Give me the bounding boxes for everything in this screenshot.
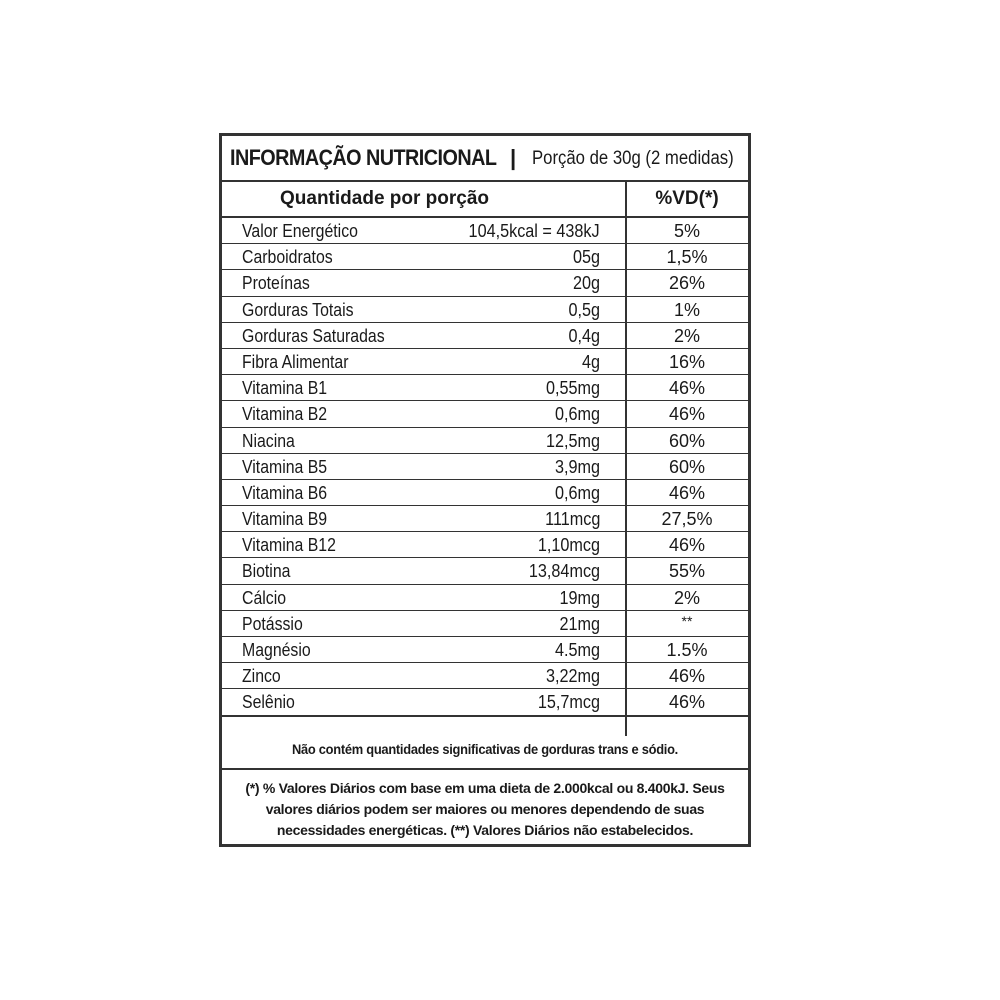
title-row (222, 136, 748, 182)
nutrient-daily-value: 55% (668, 561, 706, 582)
nutrient-daily-value: 1,5% (666, 247, 708, 268)
nutrient-amount: 4.5mg (554, 640, 600, 660)
nutrient-amount: 21mg (559, 613, 600, 634)
nutrient-amount: 3,22mg (545, 666, 600, 687)
nutrient-amount: 4g (581, 351, 600, 372)
footnote-divider (222, 768, 748, 770)
nutrient-daily-value: 27,5% (661, 509, 713, 530)
nutrient-amount: 111mcg (544, 509, 600, 530)
nutrient-daily-value: 26% (668, 273, 706, 294)
nutrient-daily-value: 16% (668, 351, 706, 372)
nutrient-amount: 13,84mcg (528, 561, 600, 582)
table-row (222, 637, 748, 663)
table-row (222, 611, 748, 637)
title-separator: | (510, 145, 517, 170)
nutrient-name: Selênio (242, 692, 295, 713)
nutrient-daily-value: ** (681, 612, 693, 629)
nutrient-daily-value: 1.5% (666, 640, 708, 660)
nutrient-name: Proteínas (242, 273, 310, 294)
nutrition-facts-label (219, 133, 751, 847)
table-row (222, 663, 748, 689)
table-row (222, 558, 748, 584)
table-row (222, 401, 748, 427)
footnote: (*) % Valores Diários com base em uma dieta de 2.000kcal ou 8.400kJ. Seus valores diários podem ser maiores ou menores dependendo de suas necessidades energéticas. (**) Valores Diários não estabelecidos. (245, 780, 725, 838)
nutrient-daily-value: 46% (668, 535, 706, 556)
nutrient-name: Gorduras Saturadas (242, 325, 385, 346)
nutrient-name: Biotina (242, 561, 291, 582)
nutrient-name: Valor Energético (242, 221, 358, 241)
nutrient-name: Niacina (242, 430, 295, 451)
nutrient-amount: 20g (572, 273, 600, 294)
nutrient-name: Magnésio (242, 640, 311, 660)
nutrient-daily-value: 46% (668, 404, 706, 425)
portion-size: Porção de 30g (2 medidas) (532, 148, 734, 169)
nutrient-amount: 3,9mg (554, 456, 600, 477)
nutrient-amount: 0,5g (568, 299, 600, 320)
nutrient-daily-value: 46% (668, 666, 706, 687)
nutrient-amount: 0,55mg (545, 378, 600, 399)
table-row (222, 349, 748, 375)
nutrient-amount: 104,5kcal = 438kJ (468, 221, 600, 241)
table-row (222, 375, 748, 401)
nutrient-name: Carboidratos (242, 247, 333, 268)
nutrient-daily-value: 2% (673, 325, 700, 346)
nutrient-daily-value: 60% (668, 456, 706, 477)
nutrient-amount: 0,4g (568, 325, 600, 346)
nutrient-amount: 12,5mg (545, 430, 600, 451)
nutrient-daily-value: 5% (673, 221, 700, 241)
table-row (222, 218, 748, 244)
table-row (222, 532, 748, 558)
table-row (222, 454, 748, 480)
table-row (222, 689, 748, 716)
nutrient-daily-value: 2% (673, 587, 700, 608)
nutrient-amount: 0,6mg (554, 404, 600, 425)
nutrient-amount: 19mg (559, 587, 600, 608)
nutrient-name: Vitamina B9 (242, 509, 328, 530)
nutrient-amount: 05g (572, 247, 600, 268)
table-row (222, 297, 748, 323)
header-quantity: Quantidade por porção (280, 188, 490, 209)
table-row (222, 506, 748, 532)
nutrient-daily-value: 1% (673, 299, 700, 320)
nutrient-name: Vitamina B12 (242, 535, 336, 556)
nutrient-name: Vitamina B1 (242, 378, 328, 399)
header-row (222, 180, 748, 218)
nutrient-name: Cálcio (242, 587, 287, 608)
nutrient-daily-value: 46% (668, 482, 706, 503)
table-row (222, 244, 748, 270)
nutrient-amount: 0,6mg (554, 482, 600, 503)
nutrient-name: Gorduras Totais (242, 299, 354, 320)
nutrient-name: Vitamina B6 (242, 482, 328, 503)
nutrient-amount: 15,7mcg (537, 692, 600, 713)
nutrient-daily-value: 60% (668, 430, 706, 451)
nutrient-daily-value: 46% (668, 692, 706, 713)
table-row (222, 585, 748, 611)
nutrient-amount: 1,10mcg (537, 535, 600, 556)
trans-fat-note: Não contém quantidades significativas de gorduras trans e sódio. (291, 741, 678, 757)
nutrient-name: Potássio (242, 613, 303, 634)
nutrient-name: Zinco (242, 666, 281, 687)
table-row (222, 480, 748, 506)
table-row (222, 270, 748, 296)
table-row (222, 323, 748, 349)
header-daily-value: %VD(*) (655, 188, 719, 209)
nutrient-rows (222, 218, 748, 717)
label-title: INFORMAÇÃO NUTRICIONAL (230, 145, 497, 170)
nutrient-daily-value: 46% (668, 378, 706, 399)
nutrient-name: Vitamina B2 (242, 404, 328, 425)
nutrient-name: Vitamina B5 (242, 456, 328, 477)
table-row (222, 428, 748, 454)
nutrient-name: Fibra Alimentar (242, 351, 349, 372)
